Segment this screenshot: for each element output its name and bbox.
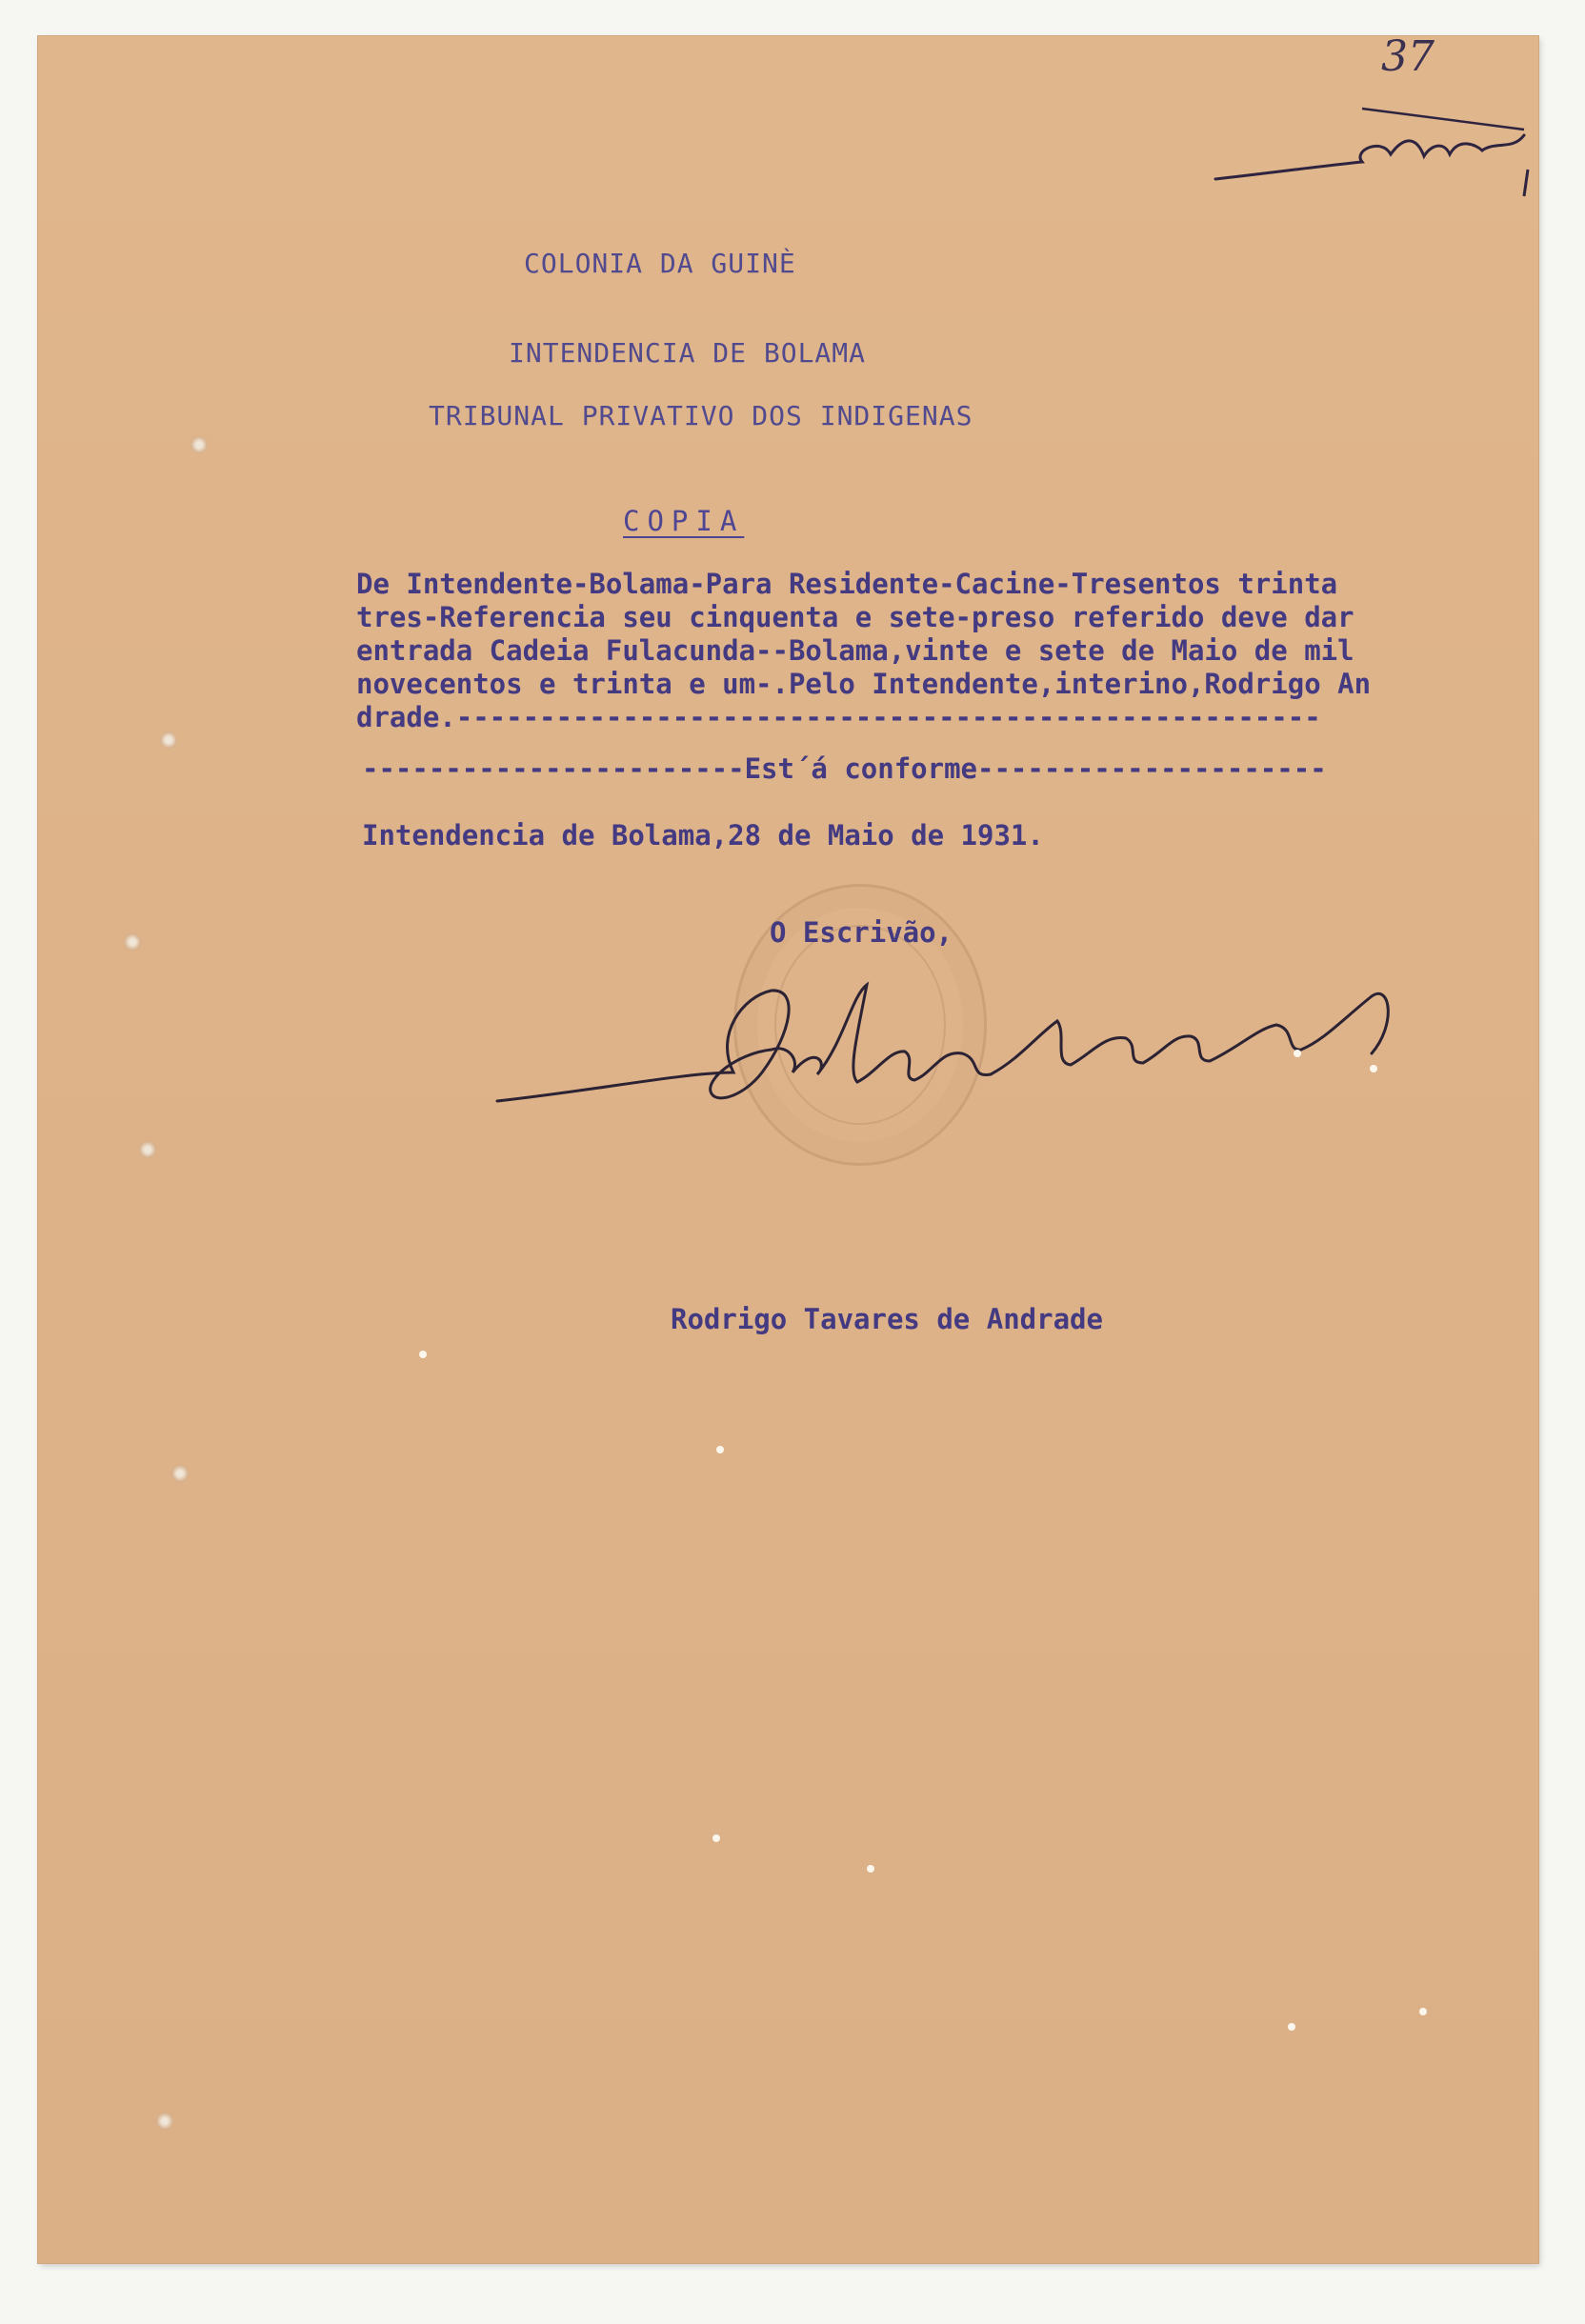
punch-hole-3 (124, 933, 141, 951)
conforme-line: -----------------------Est´á conforme--------------------- (362, 752, 1327, 785)
punch-hole-4 (139, 1141, 156, 1158)
paper-speck (1288, 2023, 1295, 2031)
signature (486, 930, 1515, 1139)
page-number: 37 (1381, 32, 1435, 81)
telegram-line-5: drade.---------------------------------------------------- (356, 701, 1321, 733)
punch-hole-5 (171, 1465, 189, 1482)
telegram-line-4: novecentos e trinta e um-.Pelo Intendente,interino,Rodrigo An (356, 668, 1372, 700)
paper-speck (1419, 2008, 1427, 2015)
punch-hole-2 (160, 731, 177, 749)
paper-speck (419, 1351, 427, 1358)
telegram-line-2: tres-Referencia seu cinquenta e sete-preso referido deve dar (356, 601, 1354, 633)
document-page (38, 32, 1538, 2263)
escrivao-label: O Escrivão, (770, 916, 953, 949)
header-colony: COLONIA DA GUINÈ (524, 248, 796, 279)
header-intendencia: INTENDENCIA DE BOLAMA (509, 337, 867, 369)
paper-speck (716, 1446, 724, 1453)
paper-speck (867, 1865, 874, 1873)
paper-speck (712, 1834, 720, 1842)
corner-annotation (1210, 74, 1538, 198)
copia-title: COPIA (623, 505, 745, 537)
paper-speck (1294, 1050, 1301, 1057)
telegram-line-3: entrada Cadeia Fulacunda--Bolama,vinte e sete de Maio de mil (356, 634, 1354, 667)
punch-hole-1 (191, 436, 208, 453)
telegram-line-1: De Intendente-Bolama-Para Residente-Cacine-Tresentos trinta (356, 568, 1338, 600)
date-line: Intendencia de Bolama,28 de Maio de 1931. (362, 819, 1044, 851)
signer-name: Rodrigo Tavares de Andrade (671, 1303, 1103, 1335)
header-tribunal: TRIBUNAL PRIVATIVO DOS INDIGENAS (429, 400, 973, 431)
punch-hole-6 (156, 2113, 173, 2130)
paper-speck (1370, 1065, 1377, 1072)
